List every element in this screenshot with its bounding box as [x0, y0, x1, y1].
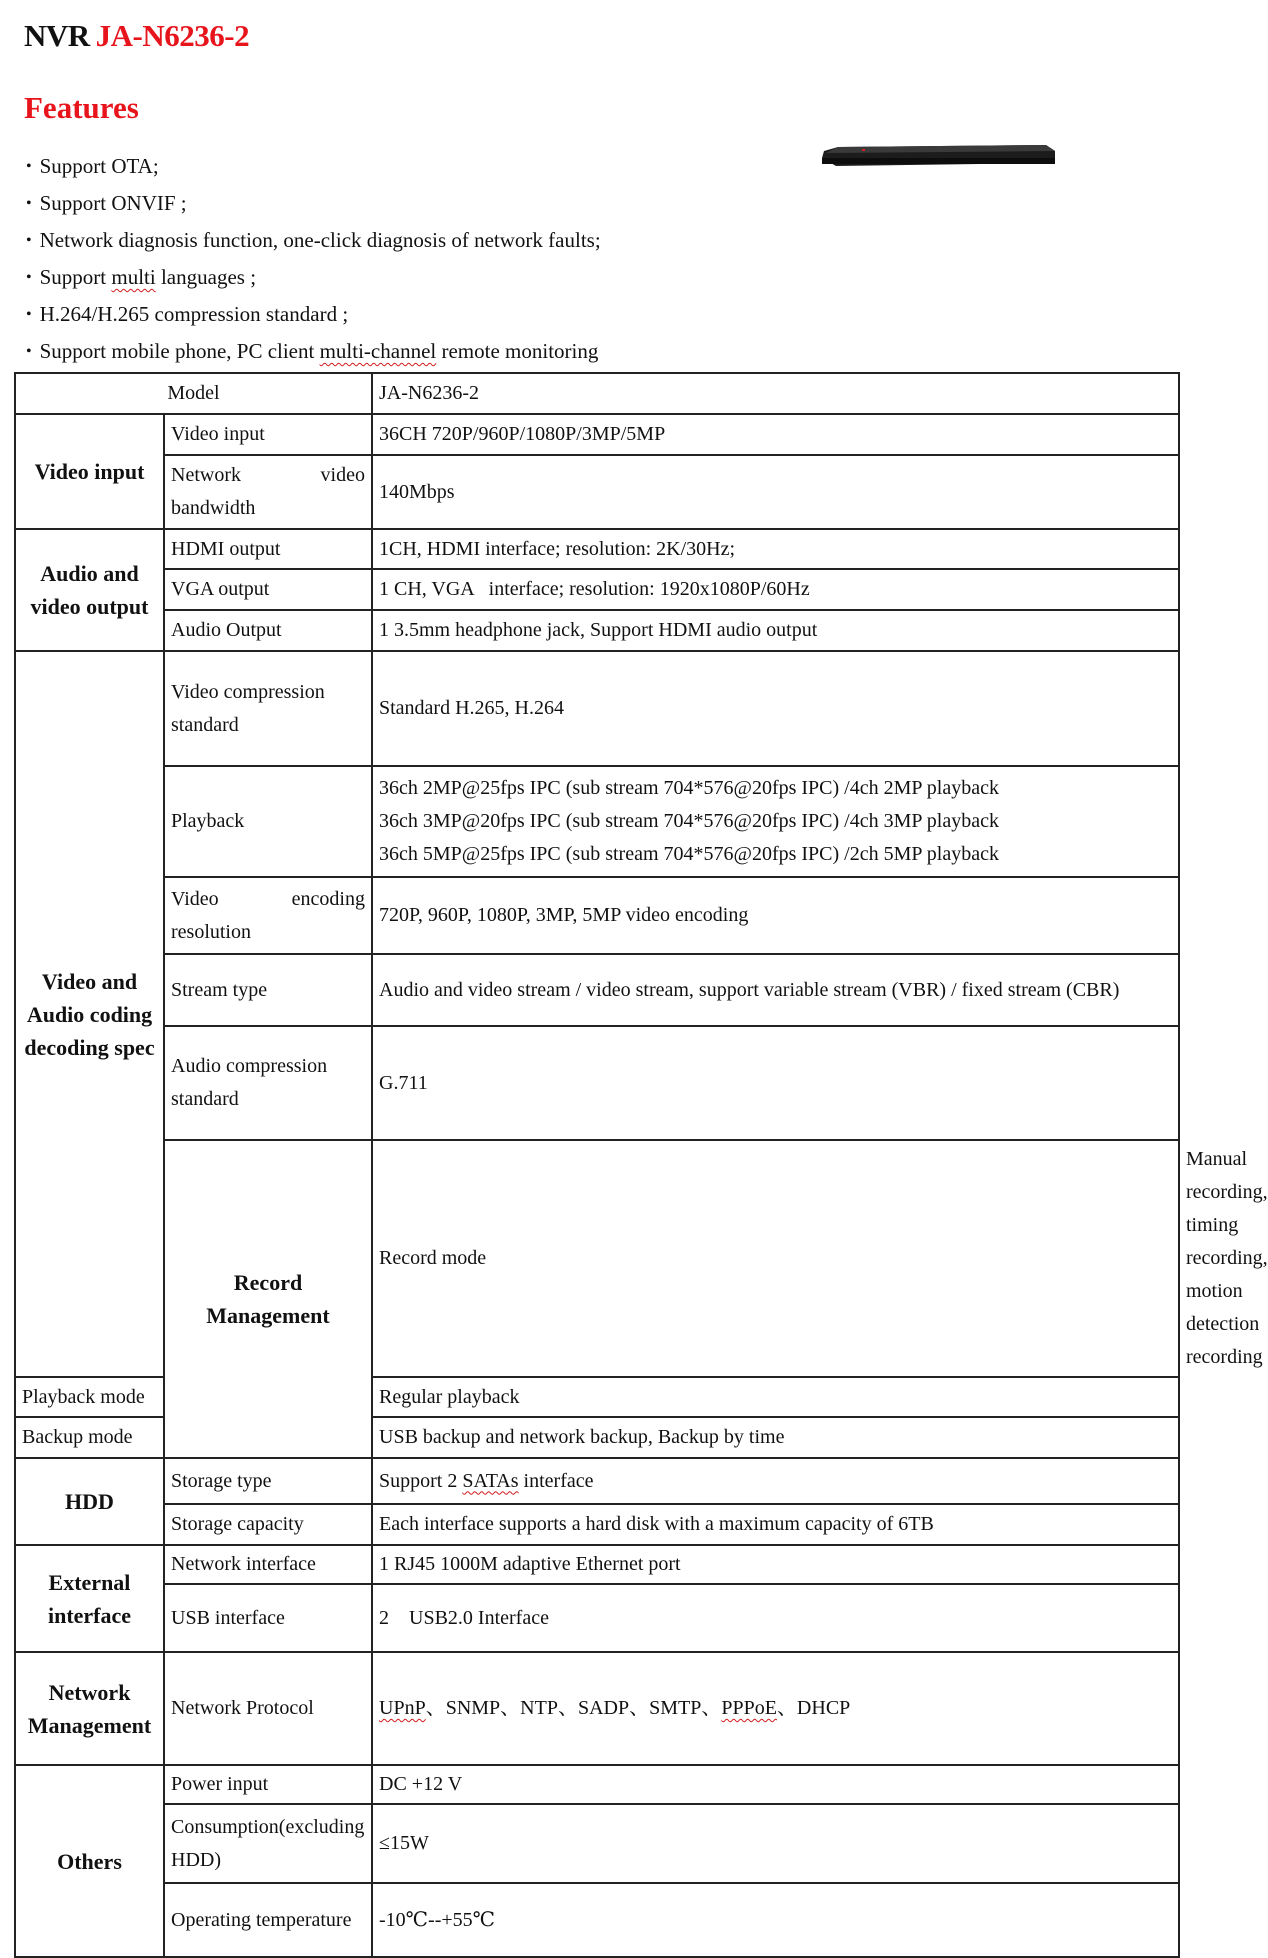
- row-value: 1 RJ45 1000M adaptive Ethernet port: [372, 1545, 1179, 1584]
- row-label: Audio compression standard: [164, 1026, 372, 1140]
- row-label: HDMI output: [164, 529, 372, 569]
- row-value: Standard H.265, H.264: [372, 651, 1179, 766]
- row-label: Video compression standard: [164, 651, 372, 766]
- table-row: [15, 610, 1179, 651]
- feature-item: • Support OTA;: [26, 148, 601, 185]
- row-value: G.711: [372, 1026, 1179, 1140]
- row-value: Audio and video stream / video stream, support variable stream (VBR) / fixed stream (CBR): [372, 954, 1179, 1026]
- page-title: [24, 18, 249, 54]
- table-row: [15, 414, 1179, 455]
- row-value: [372, 766, 1179, 877]
- category-external: External interface: [15, 1545, 164, 1652]
- playback-line: 36ch 3MP@20fps IPC (sub stream 704*576@20fps IPC) /4ch 3MP playback: [379, 810, 999, 832]
- row-value: 2 USB2.0 Interface: [372, 1584, 1179, 1652]
- title-prefix: NVR: [24, 18, 90, 53]
- row-label: Record mode: [372, 1140, 1179, 1377]
- row-label: Network interface: [164, 1545, 372, 1584]
- table-row: Record Management Record mode Manual recording, timing recording, motion detection recording: [15, 1140, 1179, 1377]
- row-value: 1 CH, VGA interface; resolution: 1920x1080P/60Hz: [372, 569, 1179, 610]
- row-label: Video input: [164, 414, 372, 455]
- table-row: [15, 1545, 1179, 1584]
- category-video-input: Video input: [15, 414, 164, 529]
- feature-item: • Support mobile phone, PC client multi-channel remote monitoring: [26, 333, 601, 370]
- model-label: Model: [15, 373, 372, 414]
- row-value: 1 3.5mm headphone jack, Support HDMI audio output: [372, 610, 1179, 651]
- category-record: Record Management: [164, 1140, 372, 1458]
- row-label: Network Protocol: [164, 1652, 372, 1765]
- table-row: [15, 1504, 1179, 1545]
- playback-line: 36ch 5MP@25fps IPC (sub stream 704*576@20fps IPC) /2ch 5MP playback: [379, 843, 999, 865]
- row-value: Each interface supports a hard disk with a maximum capacity of 6TB: [372, 1504, 1179, 1545]
- row-label: VGA output: [164, 569, 372, 610]
- category-network: Network Management: [15, 1652, 164, 1765]
- row-value: UPnP、SNMP、NTP、SADP、SMTP、PPPoE、DHCP: [372, 1652, 1179, 1765]
- row-value: USB backup and network backup, Backup by time: [372, 1417, 1179, 1458]
- table-row: [15, 373, 1179, 414]
- category-others: Others: [15, 1765, 164, 1957]
- category-coding: Video and Audio coding decoding spec: [15, 651, 164, 1377]
- features-list: [26, 148, 601, 370]
- table-row: [15, 455, 1179, 529]
- table-row: [15, 766, 1179, 877]
- table-row: [15, 1883, 1179, 1957]
- spec-table: [14, 372, 1268, 1958]
- row-value: 720P, 960P, 1080P, 3MP, 5MP video encoding: [372, 877, 1179, 954]
- row-value: Support 2 SATAs interface: [372, 1458, 1179, 1504]
- table-row: [15, 651, 1179, 766]
- table-row: [15, 954, 1179, 1026]
- table-row: [15, 1458, 1179, 1504]
- table-row: [15, 1026, 1179, 1140]
- row-value: 140Mbps: [372, 455, 1179, 529]
- row-label: Audio Output: [164, 610, 372, 651]
- row-label: Power input: [164, 1765, 372, 1804]
- table-row: [15, 569, 1179, 610]
- row-value: -10℃--+55℃: [372, 1883, 1179, 1957]
- table-row: [15, 529, 1179, 569]
- model-value: JA-N6236-2: [372, 373, 1179, 414]
- title-model: JA-N6236-2: [95, 18, 250, 53]
- table-row: [15, 1765, 1179, 1804]
- row-value: 36CH 720P/960P/1080P/3MP/5MP: [372, 414, 1179, 455]
- row-label: Stream type: [164, 954, 372, 1026]
- feature-item: • Network diagnosis function, one-click diagnosis of network faults;: [26, 222, 601, 259]
- category-av-output: Audio and video output: [15, 529, 164, 651]
- table-row: [15, 1652, 1179, 1765]
- row-label: Playback: [164, 766, 372, 877]
- row-label: Video encoding resolution: [164, 877, 372, 954]
- row-value: ≤15W: [372, 1804, 1179, 1883]
- row-value: DC +12 V: [372, 1765, 1179, 1804]
- row-label: Storage type: [164, 1458, 372, 1504]
- row-label: Playback mode: [15, 1377, 164, 1417]
- feature-item: • H.264/H.265 compression standard ;: [26, 296, 601, 333]
- table-row: [15, 1804, 1179, 1883]
- playback-line: 36ch 2MP@25fps IPC (sub stream 704*576@20fps IPC) /4ch 2MP playback: [379, 777, 999, 799]
- features-heading: Features: [24, 90, 139, 125]
- table-row: [15, 1584, 1179, 1652]
- row-label: Backup mode: [15, 1417, 164, 1458]
- row-label: Network video bandwidth: [164, 455, 372, 529]
- row-value: Regular playback: [372, 1377, 1179, 1417]
- feature-item: • Support multi languages ;: [26, 259, 601, 296]
- category-hdd: HDD: [15, 1458, 164, 1545]
- row-label: Operating temperature: [164, 1883, 372, 1957]
- row-label: Storage capacity: [164, 1504, 372, 1545]
- row-label: Consumption(excluding HDD): [164, 1804, 372, 1883]
- row-value: 1CH, HDMI interface; resolution: 2K/30Hz;: [372, 529, 1179, 569]
- table-row: [15, 877, 1179, 954]
- row-label: USB interface: [164, 1584, 372, 1652]
- nvr-device-image: [822, 139, 1055, 175]
- feature-item: • Support ONVIF ;: [26, 185, 601, 222]
